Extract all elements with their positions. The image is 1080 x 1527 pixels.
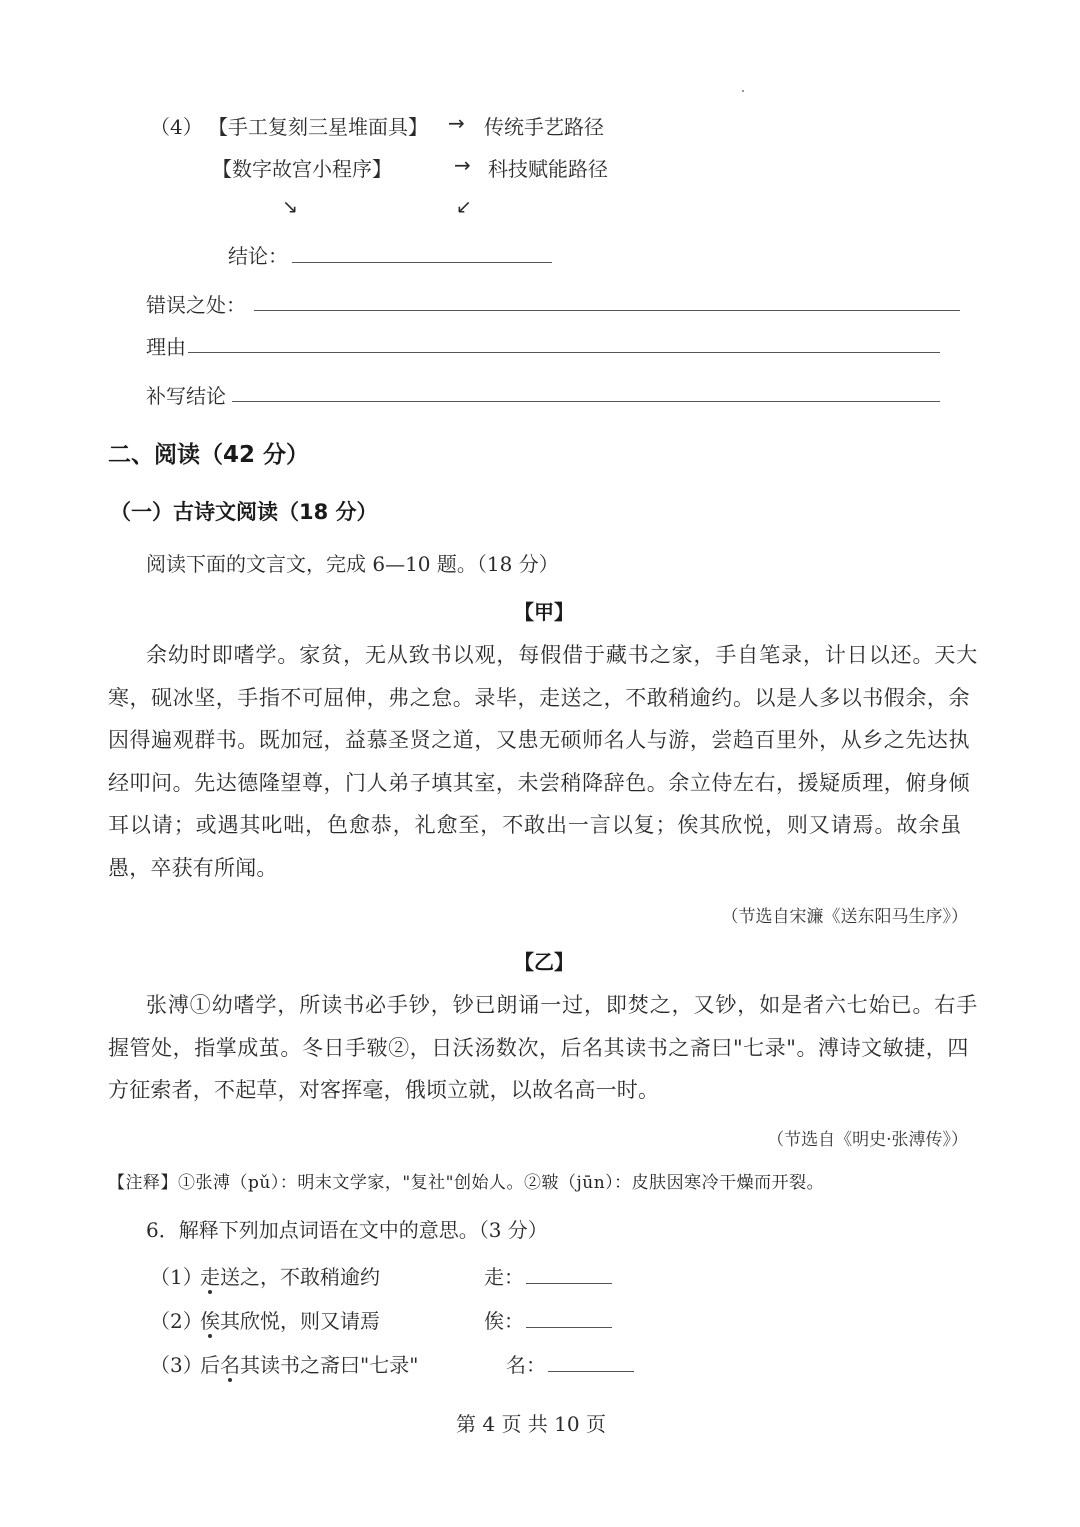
conclusion-blank[interactable]: [292, 262, 552, 263]
diagram-path-traditional: 传统手艺路径: [484, 115, 604, 139]
passage-line: 方征索者，不起草，对客挥毫，俄顷立就，以故名高一时。: [108, 1078, 660, 1102]
q6-item-1-word-label: 走：: [484, 1265, 524, 1289]
q6-item-1-text: 走送之，不敢稍逾约: [200, 1265, 380, 1289]
passage-line: 余幼时即嗜学。家贫，无从致书以观，每假借于藏书之家，手自笔录，计日以还。天大: [146, 643, 979, 667]
instruction-text: 阅读下面的文言文，完成 6—10 题。（18 分）: [146, 552, 559, 576]
q6-item-2-blank[interactable]: [526, 1327, 612, 1328]
passage-yi-heading: 【乙】: [514, 950, 574, 974]
diagram-box-sanxingdui: 【手工复刻三星堆面具】: [208, 115, 428, 139]
item-number-4: （4）: [150, 115, 203, 139]
page-footer: 第 4 页 共 10 页: [456, 1412, 606, 1436]
supplement-label: 补写结论: [146, 384, 226, 408]
arrow-right-icon: →: [454, 153, 471, 177]
passage-jia-text: [108, 634, 978, 889]
q6-item-3-blank[interactable]: [548, 1371, 634, 1372]
arrow-down-left-icon: ↙: [456, 196, 472, 218]
passage-line: 耳以请；或遇其叱咄，色愈恭，礼愈至，不敢出一言以复；俟其欣悦，则又请焉。故余虽: [108, 813, 963, 837]
passage-line: 经叩问。先达德隆望尊，门人弟子填其室，未尝稍降辞色。余立侍左右，援疑质理，俯身倾: [108, 770, 970, 795]
diagram-path-technology: 科技赋能路径: [488, 157, 608, 181]
annotation-note: 【注释】①张溥（pǔ）：明末文学家，"复社"创始人。②皲（jūn）：皮肤因寒冷干燥而开裂。: [108, 1173, 825, 1193]
passage-jia-heading: 【甲】: [514, 600, 574, 624]
q6-item-1-num: （1）: [150, 1265, 203, 1289]
diagram-box-digital-palace: 【数字故宫小程序】: [212, 157, 392, 181]
conclusion-label: 结论：: [228, 244, 288, 268]
question-6-stem: 6．解释下列加点词语在文中的意思。（3 分）: [146, 1218, 548, 1242]
error-label: 错误之处：: [146, 293, 246, 317]
passage-jia-source: （节选自宋濂《送东阳马生序》）: [721, 907, 968, 927]
subsection-one-title: （一）古诗文阅读（18 分）: [110, 500, 378, 524]
passage-line: 因得遍观群书。既加冠，益慕圣贤之道，又患无硕师名人与游，尝趋百里外，从乡之先达执: [108, 728, 970, 752]
passage-line: 握管处，指掌成茧。冬日手皲②，日沃汤数次，后名其读书之斋曰"七录"。溥诗文敏捷，四: [108, 1035, 969, 1060]
reason-label: 理由: [146, 335, 186, 359]
arrow-down-right-icon: ↘: [282, 196, 298, 218]
q6-item-3-text: 后名其读书之斋曰"七录": [200, 1353, 419, 1377]
q6-item-1-blank[interactable]: [526, 1283, 612, 1284]
q6-item-2-num: （2）: [150, 1309, 203, 1333]
arrow-right-icon: →: [448, 111, 465, 135]
section-two-title: 二、阅读（42 分）: [108, 442, 310, 468]
passage-line: 愚，卒获有所闻。: [108, 855, 278, 880]
emphasis-dot: [208, 1290, 212, 1294]
supplement-blank[interactable]: [232, 401, 940, 402]
passage-yi-text: [108, 984, 978, 1112]
passage-line: 张溥①幼嗜学，所读书必手钞，钞已朗诵一过，即焚之，又钞，如是者六七始已。右手: [146, 993, 979, 1017]
q6-item-2-word-label: 俟：: [484, 1309, 524, 1333]
q6-item-3-word-label: 名：: [506, 1353, 546, 1377]
q6-item-2-text: 俟其欣悦，则又请焉: [200, 1309, 380, 1333]
passage-line: 寒，砚冰坚，手指不可屈伸，弗之怠。录毕，走送之，不敢稍逾约。以是人多以书假余，余: [108, 685, 970, 710]
emphasis-dot: [228, 1378, 232, 1382]
scan-speck: [742, 90, 744, 92]
emphasis-dot: [208, 1334, 212, 1338]
reason-blank[interactable]: [188, 352, 940, 353]
error-blank[interactable]: [254, 310, 960, 311]
q6-item-3-num: （3）: [150, 1353, 203, 1377]
passage-yi-source: （节选自《明史·张溥传》）: [767, 1130, 968, 1150]
